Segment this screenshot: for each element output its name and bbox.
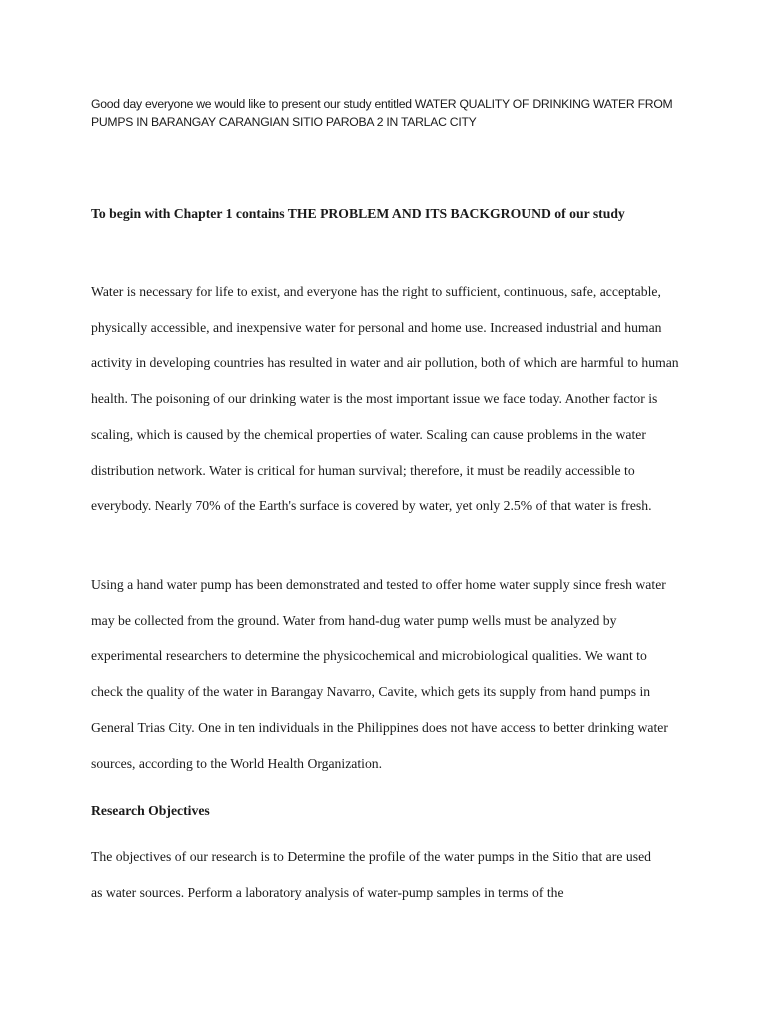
paragraph-objectives: The objectives of our research is to Determine the profile of the water pumps in the Sitio that are used as water sources. Perform a laboratory analysis of water-pump samples in terms of the xyxy=(91,849,651,900)
paragraph-hand-pump: Using a hand water pump has been demonstrated and tested to offer home water supply since fresh water may be collected from the ground. Water from hand-dug water pump wells must be analyzed by experimental researchers to determine the physicochemical and microbiological qualities. We want to check the quality of the water in Barangay Navarro, Cavite, which gets its supply from hand pumps in General Trias City. One in ten individuals in the Philippines does not have access to better drinking water sources, according to the World Health Organization. xyxy=(91,577,668,771)
chapter-heading: To begin with Chapter 1 contains THE PROBLEM AND ITS BACKGROUND of our study xyxy=(91,206,625,221)
intro-paragraph: Good day everyone we would like to present our study entitled WATER QUALITY OF DRINKING WATER FROM PUMPS IN BARANGAY CARANGIAN SITIO PAROBA 2 IN TARLAC CITY xyxy=(91,97,673,129)
research-objectives-heading: Research Objectives xyxy=(91,803,210,818)
paragraph-background: Water is necessary for life to exist, and everyone has the right to sufficient, continuous, safe, acceptable, physically accessible, and inexpensive water for personal and home use. Increased industrial and human activity in developing countries has resulted in water and air pollution, both of which are harmful to human health. The poisoning of our drinking water is the most important issue we face today. Another factor is scaling, which is caused by the chemical properties of water. Scaling can cause problems in the water distribution network. Water is critical for human survival; therefore, it must be readily accessible to everybody. Nearly 70% of the Earth's surface is covered by water, yet only 2.5% of that water is fresh. xyxy=(91,284,679,514)
